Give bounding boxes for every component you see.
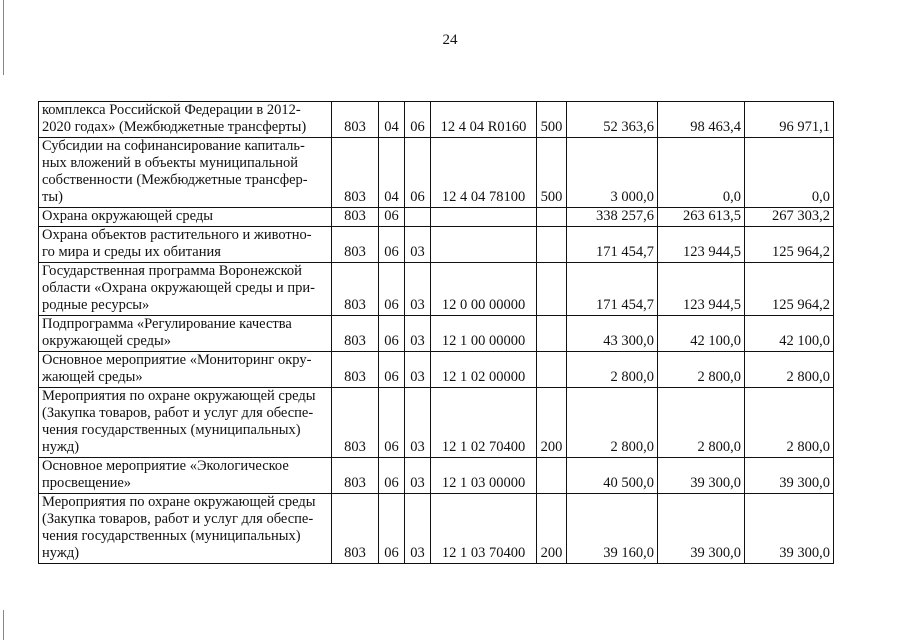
table-row [39, 352, 834, 388]
cell-item-name [39, 458, 332, 494]
cell-amount-year2: 98 463,4 [658, 102, 745, 138]
cell-amount-year1: 43 300,0 [567, 316, 658, 352]
item-name-line: Государственная программа Воронежской [42, 263, 302, 279]
cell-amount-year1: 171 454,7 [567, 263, 658, 316]
cell-expense-type: 200 [537, 388, 567, 458]
cell-section: 06 [379, 388, 405, 458]
cell-amount-year2: 0,0 [658, 138, 745, 208]
cell-section: 06 [379, 316, 405, 352]
cell-amount-year2: 2 800,0 [658, 352, 745, 388]
item-name-line: собственности (Межбюджетные трансфер- [42, 172, 308, 188]
cell-section: 06 [379, 263, 405, 316]
cell-amount-year3: 2 800,0 [745, 388, 834, 458]
cell-amount-year1: 338 257,6 [567, 208, 658, 227]
table-row [39, 494, 834, 564]
table-row [39, 138, 834, 208]
cell-item-name [39, 494, 332, 564]
item-name-line: жающей среды» [42, 369, 143, 385]
cell-target-article: 12 4 04 R0160 [431, 102, 537, 138]
item-name-line: 2020 годах» (Межбюджетные трансферты) [42, 119, 307, 135]
cell-amount-year3: 125 964,2 [745, 227, 834, 263]
cell-amount-year3: 39 300,0 [745, 458, 834, 494]
cell-subsection: 03 [405, 263, 431, 316]
cell-target-article [431, 227, 537, 263]
cell-ved: 803 [332, 494, 379, 564]
cell-target-article: 12 1 03 00000 [431, 458, 537, 494]
item-name-line: окружающей среды» [42, 333, 171, 349]
cell-ved: 803 [332, 138, 379, 208]
cell-amount-year3: 0,0 [745, 138, 834, 208]
cell-amount-year3: 267 303,2 [745, 208, 834, 227]
cell-subsection [405, 208, 431, 227]
cell-expense-type [537, 316, 567, 352]
cell-item-name [39, 263, 332, 316]
cell-amount-year2: 42 100,0 [658, 316, 745, 352]
item-name-line: (Закупка товаров, работ и услуг для обеспе- [42, 511, 314, 527]
cell-amount-year2: 263 613,5 [658, 208, 745, 227]
scan-edge-mark [3, 610, 4, 640]
cell-amount-year1: 39 160,0 [567, 494, 658, 564]
item-name-line: Мероприятия по охране окружающей среды [42, 388, 316, 404]
item-name-line: ных вложений в объекты муниципальной [42, 155, 298, 171]
item-name-line: чения государственных (муниципальных) [42, 528, 301, 544]
table-row [39, 102, 834, 138]
cell-amount-year1: 52 363,6 [567, 102, 658, 138]
cell-expense-type [537, 458, 567, 494]
cell-ved: 803 [332, 263, 379, 316]
item-name-line: (Закупка товаров, работ и услуг для обеспе- [42, 405, 314, 421]
item-name-line: Основное мероприятие «Мониторинг окру- [42, 352, 312, 368]
cell-amount-year3: 42 100,0 [745, 316, 834, 352]
cell-ved: 803 [332, 102, 379, 138]
cell-section: 06 [379, 494, 405, 564]
cell-section: 04 [379, 102, 405, 138]
cell-amount-year3: 125 964,2 [745, 263, 834, 316]
item-name-line: родные ресурсы» [42, 297, 150, 313]
item-name-line: Мероприятия по охране окружающей среды [42, 494, 316, 510]
cell-section: 06 [379, 227, 405, 263]
page-number: 24 [442, 32, 458, 48]
item-name-line: нужд) [42, 545, 80, 561]
cell-section: 06 [379, 352, 405, 388]
cell-amount-year1: 2 800,0 [567, 352, 658, 388]
table-row [39, 388, 834, 458]
cell-amount-year3: 2 800,0 [745, 352, 834, 388]
cell-amount-year1: 40 500,0 [567, 458, 658, 494]
table-row [39, 208, 834, 227]
cell-section: 04 [379, 138, 405, 208]
cell-target-article: 12 1 02 00000 [431, 352, 537, 388]
table-row [39, 227, 834, 263]
cell-target-article: 12 1 03 70400 [431, 494, 537, 564]
cell-item-name [39, 352, 332, 388]
table-row [39, 458, 834, 494]
cell-target-article: 12 0 00 00000 [431, 263, 537, 316]
item-name-line: Основное мероприятие «Экологическое [42, 458, 289, 474]
cell-expense-type: 500 [537, 102, 567, 138]
cell-amount-year2: 39 300,0 [658, 494, 745, 564]
cell-amount-year2: 39 300,0 [658, 458, 745, 494]
cell-item-name [39, 388, 332, 458]
cell-expense-type: 500 [537, 138, 567, 208]
cell-ved: 803 [332, 316, 379, 352]
cell-ved: 803 [332, 388, 379, 458]
cell-subsection: 06 [405, 138, 431, 208]
item-name-line: комплекса Российской Федерации в 2012- [42, 102, 301, 118]
cell-item-name [39, 227, 332, 263]
cell-item-name [39, 102, 332, 138]
cell-expense-type [537, 352, 567, 388]
cell-section: 06 [379, 208, 405, 227]
item-name-line: ты) [42, 189, 63, 205]
cell-subsection: 03 [405, 227, 431, 263]
cell-amount-year2: 2 800,0 [658, 388, 745, 458]
item-name-line: Охрана объектов растительного и животно- [42, 227, 312, 243]
cell-expense-type [537, 227, 567, 263]
item-name-line: Подпрограмма «Регулирование качества [42, 316, 292, 332]
cell-subsection: 03 [405, 388, 431, 458]
item-name-line: области «Охрана окружающей среды и при- [42, 280, 315, 296]
cell-subsection: 06 [405, 102, 431, 138]
cell-target-article: 12 1 00 00000 [431, 316, 537, 352]
cell-subsection: 03 [405, 352, 431, 388]
cell-expense-type [537, 263, 567, 316]
item-name-line: го мира и среды их обитания [42, 244, 221, 260]
cell-ved: 803 [332, 227, 379, 263]
cell-item-name [39, 208, 332, 227]
cell-item-name [39, 138, 332, 208]
table-row [39, 263, 834, 316]
cell-amount-year3: 39 300,0 [745, 494, 834, 564]
cell-amount-year1: 2 800,0 [567, 388, 658, 458]
item-name-line: нужд) [42, 439, 80, 455]
budget-table [38, 101, 834, 564]
cell-target-article: 12 1 02 70400 [431, 388, 537, 458]
item-name-line: чения государственных (муниципальных) [42, 422, 301, 438]
item-name-line: Субсидии на софинансирование капиталь- [42, 138, 305, 154]
cell-subsection: 03 [405, 494, 431, 564]
cell-amount-year1: 3 000,0 [567, 138, 658, 208]
cell-amount-year1: 171 454,7 [567, 227, 658, 263]
cell-subsection: 03 [405, 458, 431, 494]
cell-amount-year2: 123 944,5 [658, 263, 745, 316]
cell-ved: 803 [332, 458, 379, 494]
cell-target-article [431, 208, 537, 227]
table-row [39, 316, 834, 352]
cell-ved: 803 [332, 352, 379, 388]
item-name-line: просвещение» [42, 475, 132, 491]
cell-amount-year2: 123 944,5 [658, 227, 745, 263]
cell-expense-type: 200 [537, 494, 567, 564]
cell-item-name [39, 316, 332, 352]
cell-amount-year3: 96 971,1 [745, 102, 834, 138]
cell-subsection: 03 [405, 316, 431, 352]
cell-ved: 803 [332, 208, 379, 227]
cell-section: 06 [379, 458, 405, 494]
cell-target-article: 12 4 04 78100 [431, 138, 537, 208]
item-name-line: Охрана окружающей среды [42, 208, 213, 224]
cell-expense-type [537, 208, 567, 227]
